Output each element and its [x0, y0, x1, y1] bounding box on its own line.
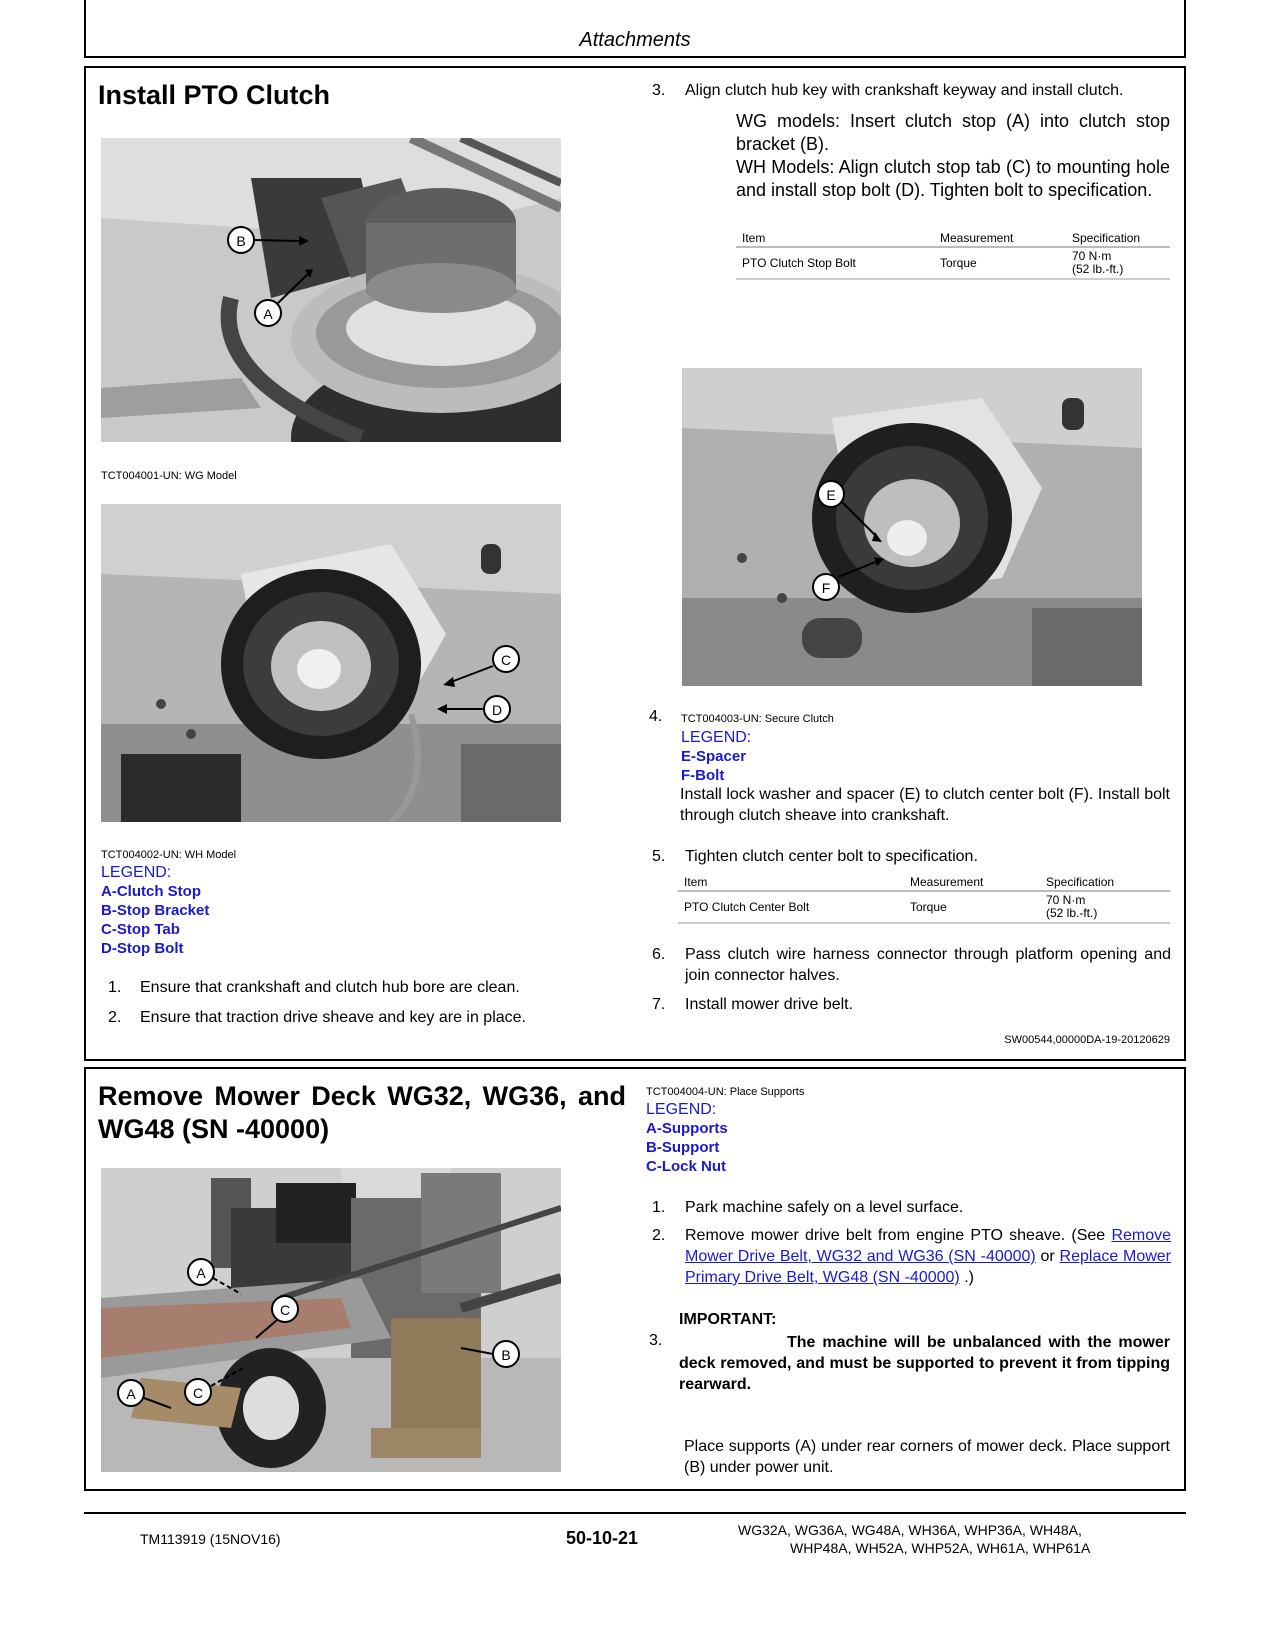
step-number: 1.	[652, 1199, 666, 1216]
legend-item: B-Support	[646, 1139, 720, 1156]
footer-rule	[84, 1512, 1186, 1514]
link-remove-mower-drive-belt[interactable]: Remove Mower Drive Belt, WG32 and WG36 (SN -40000)	[685, 1227, 1172, 1265]
footer-models-line2: WHP48A, WH52A, WHP52A, WH61A, WHP61A	[790, 1540, 1091, 1556]
section2-title: Remove Mower Deck WG32, WG36, and WG48 (SN -40000)	[98, 1081, 626, 1144]
legend-section2	[646, 1101, 728, 1176]
step2-mid: or	[1040, 1248, 1055, 1265]
spec-measurement: Torque	[904, 891, 1040, 923]
step-text	[685, 1225, 1171, 1288]
step3-wh-note: WH Models: Align clutch stop tab (C) to mounting hole and install stop bolt (D). Tighten bolt to specification.	[736, 157, 1170, 200]
step-1	[108, 977, 578, 999]
photo3-label-e: E	[826, 487, 836, 503]
spec-value	[1066, 247, 1170, 279]
step-3	[652, 80, 1172, 102]
photo1-label-b: B	[236, 233, 246, 249]
legend-item: A-Clutch Stop	[101, 883, 201, 900]
section-header: Attachments	[579, 29, 691, 51]
spec-header: Item	[736, 230, 934, 247]
spec-value-imperial: (52 lb.-ft.)	[1046, 906, 1098, 920]
step4-text: Install lock washer and spacer (E) to clutch center bolt (F). Install bolt through clutch sheave into crankshaft.	[680, 786, 1170, 824]
photo-wg-model	[101, 138, 561, 442]
step-2	[108, 1007, 578, 1029]
spec-header: Specification	[1066, 230, 1170, 247]
spec-measurement: Torque	[934, 247, 1066, 279]
step-6	[652, 944, 1172, 988]
legend-title: LEGEND:	[101, 864, 172, 881]
legend-item: F-Bolt	[681, 767, 725, 784]
link-replace-primary-drive-belt[interactable]: Replace Mower Primary Drive Belt, WG48 (SN -40000)	[685, 1248, 1172, 1286]
step-number: 7.	[652, 996, 666, 1013]
photo4-label-b: B	[501, 1347, 511, 1363]
step-number: 5.	[652, 848, 666, 865]
step-text: Align clutch hub key with crankshaft keyway and install clutch.	[685, 82, 1124, 99]
s2-step-2	[652, 1225, 1172, 1291]
spec-header: Measurement	[934, 230, 1066, 247]
step-number: 2.	[108, 1009, 122, 1026]
step-text: Park machine safely on a level surface.	[685, 1199, 964, 1216]
photo-place-supports	[101, 1168, 561, 1472]
spec-table-center-bolt	[678, 874, 1170, 924]
step-text: Ensure that traction drive sheave and key are in place.	[140, 1009, 526, 1026]
legend-item: C-Stop Tab	[101, 921, 180, 938]
photo4-label-a2: A	[126, 1386, 136, 1402]
footer-doc-number: TM113919 (15NOV16)	[140, 1531, 281, 1547]
step-text: Pass clutch wire harness connector through platform opening and join connector halves.	[685, 946, 1171, 984]
step4-number: 4.	[649, 708, 663, 725]
step-text: Ensure that crankshaft and clutch hub bore are clean.	[140, 979, 520, 996]
step2-suffix: .)	[964, 1269, 974, 1286]
photo3-caption: TCT004003-UN: Secure Clutch	[681, 713, 834, 725]
step3-wg-note: WG models: Insert clutch stop (A) into clutch stop bracket (B).	[736, 111, 1170, 154]
spec-header: Specification	[1040, 874, 1170, 891]
spec-value	[1040, 891, 1170, 923]
step-5	[652, 846, 1172, 868]
legend-section1	[101, 864, 209, 958]
photo2-label-c: C	[500, 652, 512, 668]
photo4-label-a: A	[196, 1265, 206, 1281]
photo-secure-clutch	[682, 368, 1142, 686]
spec-item: PTO Clutch Center Bolt	[678, 891, 904, 923]
spec-header: Item	[678, 874, 904, 891]
step-7	[652, 994, 1172, 1016]
spec-table-stop-bolt	[736, 230, 1170, 280]
photo4-caption: TCT004004-UN: Place Supports	[646, 1086, 805, 1098]
photo4-label-c: C	[279, 1302, 291, 1318]
important-text: The machine will be unbalanced with the mower deck removed, and must be supported to prevent it from tipping rearward.	[679, 1334, 1170, 1393]
spec-item: PTO Clutch Stop Bolt	[736, 247, 934, 279]
photo2-label-d: D	[491, 702, 503, 718]
photo4-label-c2: C	[192, 1385, 204, 1401]
photo3-label-f: F	[821, 580, 831, 596]
legend-item: E-Spacer	[681, 748, 747, 765]
photo1-label-a: A	[263, 306, 273, 322]
legend-title: LEGEND:	[646, 1101, 717, 1118]
step-number: 2.	[652, 1227, 666, 1244]
legend-item: D-Stop Bolt	[101, 940, 184, 957]
doc-id: SW00544,00000DA-19-20120629	[1004, 1034, 1170, 1046]
footer-page-number: 50-10-21	[566, 1528, 639, 1548]
photo-wh-model	[101, 504, 561, 822]
legend-item: C-Lock Nut	[646, 1158, 726, 1175]
s2-step-1	[652, 1197, 1172, 1219]
important-step-number: 3.	[649, 1332, 663, 1349]
step-number: 1.	[108, 979, 122, 996]
footer-models-line1: WG32A, WG36A, WG48A, WH36A, WHP36A, WH48A,	[738, 1522, 1082, 1538]
photo1-caption: TCT004001-UN: WG Model	[101, 470, 237, 482]
step-text: Install mower drive belt.	[685, 996, 854, 1013]
important-label: IMPORTANT:	[679, 1311, 777, 1328]
legend-item: B-Stop Bracket	[101, 902, 210, 919]
step-number: 3.	[652, 82, 666, 99]
spec-value-imperial: (52 lb.-ft.)	[1072, 262, 1124, 276]
legend-title: LEGEND:	[681, 729, 752, 746]
spec-header: Measurement	[904, 874, 1040, 891]
section1-title: Install PTO Clutch	[98, 80, 331, 110]
legend-step4	[681, 729, 751, 785]
s2-step3-text: Place supports (A) under rear corners of mower deck. Place support (B) under power unit.	[684, 1438, 1170, 1476]
step2-prefix: Remove mower drive belt from engine PTO sheave. (See	[685, 1227, 1106, 1244]
photo2-caption: TCT004002-UN: WH Model	[101, 849, 237, 861]
spec-value-metric: 70 N·m	[1072, 249, 1112, 263]
spec-value-metric: 70 N·m	[1046, 893, 1086, 907]
step-number: 6.	[652, 946, 666, 963]
step-text: Tighten clutch center bolt to specification.	[685, 848, 978, 865]
legend-item: A-Supports	[646, 1120, 728, 1137]
